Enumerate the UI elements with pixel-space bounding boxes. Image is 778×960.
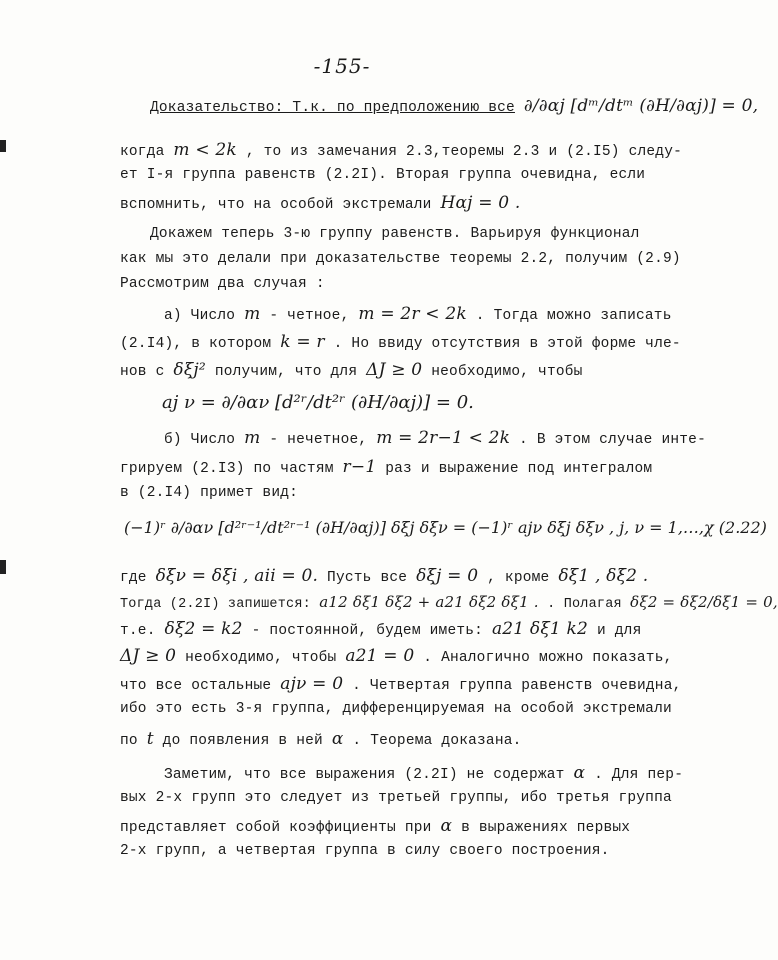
text-line: ибо это есть 3-я группа, дифференцируемая на особой экстремали <box>120 701 672 717</box>
formula-inline: Hαj = 0 . <box>440 193 521 213</box>
text-line: вспомнить, что на особой экстремали Hαj = 0 . <box>120 193 521 213</box>
text-line: вых 2-х групп это следует из третьей группы, ибо третья группа <box>120 790 672 806</box>
text-line: представляет собой коэффициенты при α в выражениях первых <box>120 816 631 836</box>
text-line: Заметим, что все выражения (2.2I) не содержат α . Для пер- <box>164 763 684 783</box>
text-line: что все остальные ajν = 0 . Четвертая группа равенств очевидна, <box>120 674 682 694</box>
formula-inline: ∂/∂αj [dᵐ/dtᵐ (∂H/∂αj)] = 0, <box>523 96 759 116</box>
text-line: по t до появления в ней α . Теорема доказана. <box>120 729 522 749</box>
text-line: а) Число m - четное, m = 2r < 2k . Тогда можно записать <box>164 304 672 324</box>
scan-edge-mark <box>0 560 6 574</box>
scan-edge-mark <box>0 140 6 152</box>
text-line: Рассмотрим два случая : <box>120 276 325 292</box>
text-line: Доказательство: Т.к. по предположению все ∂/∂αj [dᵐ/dtᵐ (∂H/∂αj)] = 0, <box>150 96 759 116</box>
text-line: в (2.I4) примет вид: <box>120 485 299 501</box>
text-line: когда m < 2k , то из замечания 2.3,теоремы 2.3 и (2.I5) следу- <box>120 140 682 160</box>
text-line: нов с δξj² получим, что для ΔJ ≥ 0 необходимо, чтобы <box>120 360 583 380</box>
page-number: -155- <box>313 54 371 78</box>
text-line: 2-х групп, а четвертая группа в силу своего построения. <box>120 843 610 859</box>
formula-display: aj ν = ∂/∂αν [d²ʳ/dt²ʳ (∂H/∂αj)] = 0. <box>162 392 474 413</box>
text-line: Докажем теперь 3-ю группу равенств. Варьируя функционал <box>150 226 640 242</box>
text-line: ΔJ ≥ 0 необходимо, чтобы a21 = 0 . Аналогично можно показать, <box>120 646 673 666</box>
text-line: ет I-я группа равенств (2.2I). Вторая группа очевидна, если <box>120 167 646 183</box>
text-line: (2.I4), в котором k = r . Но ввиду отсутствия в этой форме чле- <box>120 332 681 352</box>
formula-display: (−1)ʳ ∂/∂αν [d²ʳ⁻¹/dt²ʳ⁻¹ (∂H/∂αj)] δξj δξν = (−1)ʳ ajν δξj δξν , j, ν = 1,…,χ (2.22) <box>124 518 767 537</box>
text-line: б) Число m - нечетное, m = 2r−1 < 2k . В этом случае инте- <box>164 428 706 448</box>
text-line: т.е. δξ2 = k2 - постоянной, будем иметь: a21 δξ1 k2 и для <box>120 619 642 639</box>
text-line: как мы это делали при доказательстве теоремы 2.2, получим (2.9) <box>120 251 681 267</box>
text-line: где δξν = δξi , aii = 0. Пусть все δξj = 0 , кроме δξ1 , δξ2 . <box>120 566 649 586</box>
formula-inline: m < 2k <box>173 140 237 160</box>
text-line: Тогда (2.2I) запишется: a12 δξ1 δξ2 + a21 δξ2 δξ1 . . Полагая δξ2 = δξ2/δξ1 = 0, <box>120 593 778 612</box>
text-line: грируем (2.I3) по частям r−1 раз и выражение под интегралом <box>120 457 653 477</box>
